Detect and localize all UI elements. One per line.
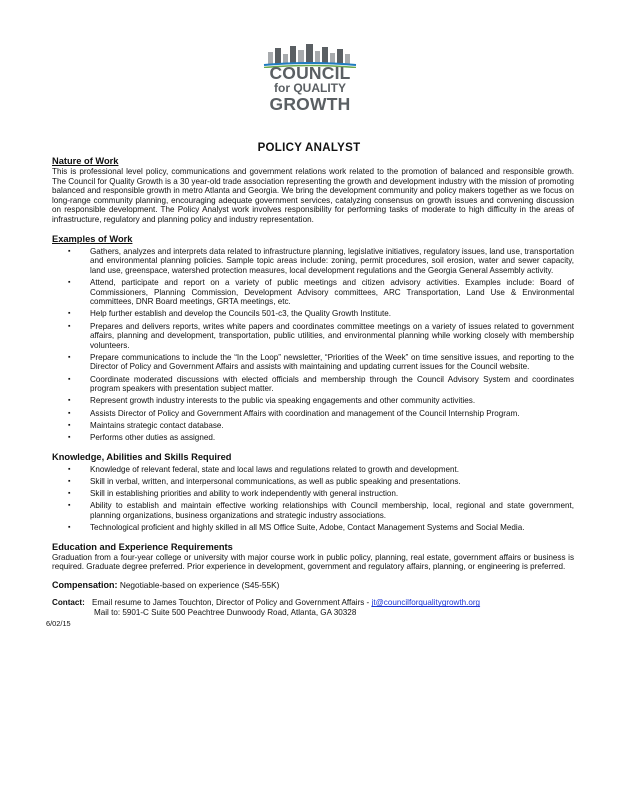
logo-line-council: COUNCIL — [269, 63, 351, 83]
bullet: ▪ — [68, 375, 71, 383]
education-text: Graduation from a four-year college or university with major course work in public policy, planning, real estate, government affairs or business is required. Graduate degree preferred. Prior experience in development, government and regulatory affairs, planning, or engineering is preferred. — [52, 552, 574, 572]
bullet: ▪ — [68, 397, 71, 405]
knowledge-list — [52, 465, 574, 533]
bullet: ▪ — [68, 523, 71, 531]
list-item: ▪ Skill in establishing priorities and ability to work independently with general instruction. — [68, 488, 399, 498]
bullet: ▪ — [68, 322, 71, 330]
logo-wordmark — [262, 64, 358, 113]
contact-row — [52, 598, 574, 608]
knowledge-section — [52, 452, 574, 533]
bullet: ▪ — [68, 434, 71, 441]
list-item: ▪ Attend, participate and report on a variety of public meetings and citizen advisory activities. Examples include: Board of Commissioners, Planning Commission, Development Advisory committees, ARC Transportation, Land Use & Environmental committees, DNR Board meetings, GRTA meetings, etc. — [68, 277, 574, 307]
nature-heading: Nature of Work — [52, 156, 119, 166]
nature-text: This is professional level policy, communications and government relations work related to the promotion of balanced and responsible growth. The Council for Quality Growth is a 30 year-old trade association representing the growth and development industry with the mission of promoting balanced and responsible growth in metro Atlanta and Georgia. We bring the development community and policy makers together as we focus on long-range community planning, encouraging adequate government services, catalyzing consensus on growth issues and convening discussion on responsible development. The Policy Analyst work involves responsibility for performing tasks of moderate to high difficulty in the areas of infrastructure, regulatory and planning policy and industry representation. — [52, 167, 574, 224]
job-description — [46, 156, 574, 628]
list-item: ▪ Prepare communications to include the “In the Loop” newsletter, “Priorities of the Week” on time sensitive issues, and reporting to the Director of Policy and Government Affairs and assists with maintaining and updating current issues for the Council website. — [68, 352, 574, 372]
compensation-value: Negotiable-based on experience (S45-55K) — [119, 579, 280, 590]
education-heading: Education and Experience Requirements — [52, 541, 233, 552]
list-item: ▪ Assists Director of Policy and Government Affairs with coordination and management of the Council Internship Program. — [68, 408, 520, 418]
list-item: ▪ Represent growth industry interests to the public via speaking engagements and other community activities. — [68, 396, 476, 406]
page-title: POLICY ANALYST — [257, 142, 361, 154]
contact-label: Contact: — [52, 598, 85, 608]
bullet: ▪ — [68, 465, 71, 473]
bullet: ▪ — [68, 477, 71, 485]
bullet: ▪ — [68, 409, 71, 417]
bullet: ▪ — [68, 421, 71, 429]
examples-list — [52, 247, 574, 443]
contact-block — [46, 598, 574, 628]
compensation — [52, 581, 574, 591]
logo-line-for-quality: for QUALITY — [274, 81, 346, 95]
list-item: ▪ Performs other duties as assigned. — [68, 433, 216, 442]
bullet: ▪ — [68, 353, 71, 361]
bullet: ▪ — [68, 502, 71, 510]
contact-email-line: Email resume to James Touchton, Director of Policy and Government Affairs - jt@councilforqualitygrowth.org — [92, 598, 481, 608]
education-section — [52, 542, 574, 572]
list-item: ▪ Skill in verbal, written, and interpersonal communications, as well as public speaking and presentations. — [68, 476, 461, 486]
bullet: ▪ — [68, 489, 71, 497]
council-logo — [262, 44, 358, 136]
list-item: ▪ Help further establish and develop the Councils 501-c3, the Quality Growth Institute. — [68, 309, 391, 319]
bullet: ▪ — [68, 247, 71, 255]
logo-line-growth: GROWTH — [269, 94, 351, 114]
nature-of-work-section — [52, 156, 574, 225]
bullet: ▪ — [68, 310, 71, 318]
list-item: ▪ Prepares and delivers reports, writes white papers and coordinates committee meetings on a variety of issues related to government affairs, planning and development, transportation, public utilities, and environmental planning while working closely with membership volunteers. — [68, 321, 574, 350]
list-item: ▪ Coordinate moderated discussions with elected officials and membership through the Council Advisory System and coordinates program speakers with presentation subject matter. — [68, 374, 574, 394]
contact-mail-line: Mail to: 5901-C Suite 500 Peachtree Dunwoody Road, Atlanta, GA 30328 — [94, 607, 357, 617]
examples-section — [52, 234, 574, 443]
contact-email-link[interactable]: jt@councilforqualitygrowth.org — [371, 598, 481, 608]
list-item: ▪ Gathers, analyzes and interprets data related to infrastructure planning, legislative initiatives, regulatory issues, land use, transportation and environmental planning policies. Sample topic areas include: zoning, permit procedures, soil erosion, water and sewer capacity, land use, greenspace, watershed protection measures, local development regulations and the Georgia General Assembly activity. — [68, 246, 574, 275]
bullet: ▪ — [68, 278, 71, 286]
compensation-label: Compensation: — [52, 579, 118, 590]
document-date: 6/02/15 — [46, 618, 71, 628]
examples-heading: Examples of Work — [52, 233, 133, 244]
list-item: ▪ Knowledge of relevant federal, state and local laws and regulations related to growth and development. — [68, 464, 459, 474]
list-item: ▪ Technological proficient and highly skilled in all MS Office Suite, Adobe, Contact Management Systems and Social Media. — [68, 522, 525, 532]
knowledge-heading: Knowledge, Abilities and Skills Required — [52, 451, 232, 462]
list-item: ▪ Ability to establish and maintain effective working relationships with Council membership, local, regional and state government, planning organizations, business organizations and strategic industry associations. — [68, 501, 574, 520]
list-item: ▪ Maintains strategic contact database. — [68, 420, 224, 430]
